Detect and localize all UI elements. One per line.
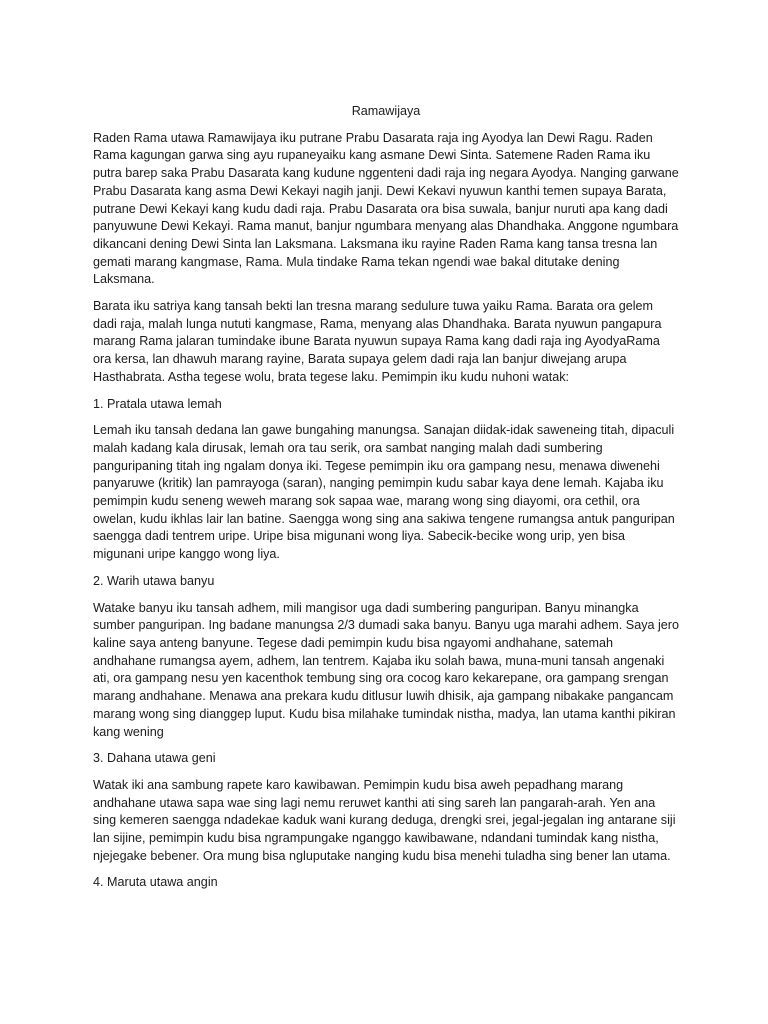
section-heading-warih: 2. Warih utawa banyu [93,573,215,588]
paragraph-warih: Watake banyu iku tansah adhem, mili mangisor uga dadi sumbering panguripan. Banyu minangka sumber panguripan. Ing badane manungsa 2/3 dumadi saka banyu. Banyu uga marahi adhem. Saya jero kaline saya anteng banyune. Tegese dadi pemimpin kudu bisa ngayomi andhahane, satemah andhahane rumangsa ayem, adhem, lan tentrem. Kajaba iku solah bawa, muna-muni tansah angenaki ati, ora gampang nesu yen kacenthok tembung sing ora cocog karo kekarepane, ora gampang srengan marang andhahane. Menawa ana prekara kudu ditlusur luwih dhisik, aja gampang nibakake pangancam marang wong sing dianggep luput. Kudu bisa milahake tumindak nistha, madya, lan utama kanthi pikiran kang wening [93,600,679,739]
paragraph-barata: Barata iku satriya kang tansah bekti lan tresna marang sedulure tuwa yaiku Rama. Barata ora gelem dadi raja, malah lunga nututi kangmase, Rama, menyang alas Dhandhaka. Barata nyuwun pangapura marang Rama jalaran tumindake ibune Barata nyuwun supaya Rama kang dadi raja ing AyodyaRama ora kersa, lan dhawuh marang rayine, Barata supaya gelem dadi raja lan banjur diwejang arupa Hasthabrata. Astha tegese wolu, brata tegese laku. Pemimpin iku kudu nuhoni watak: [93,299,662,384]
document-title: Ramawijaya [351,104,421,118]
paragraph-pratala: Lemah iku tansah dedana lan gawe bungahing manungsa. Sanajan diidak-idak saweneing titah, dipaculi malah kadang kala dirusak, lemah ora tau serik, ora sambat nanging malah dadi sumbering panguripaning titah ing ngalam donya iki. Tegese pemimpin iku ora gampang nesu, menawa diwenehi panyaruwe (kritik) lan pamrayoga (saran), nanging pemimpin kudu sabar kaya dene lemah. Kajaba iku pemimpin kudu seneng weweh marang sok sapaa wae, marang wong sing diayomi, ora cethil, ora owelan, kudu ikhlas lair lan batine. Saengga wong sing ana sakiwa tengene rumangsa antuk panguripan saengga dadi tentrem uripe. Uripe bisa migunani wong liya. Sabecik-becike wong urip, yen bisa migunani uripe kanggo wong liya. [93,423,675,562]
section-heading-pratala: 1. Pratala utawa lemah [93,396,222,411]
paragraph-dahana: Watak iki ana sambung rapete karo kawibawan. Pemimpin kudu bisa aweh pepadhang marang andhahane utawa sapa wae sing lagi nemu reruwet kanthi ati sing sareh lan pangarah-arah. Yen ana sing kemeren saengga ndadekae kaduk wani kurang deduga, drengki srei, jegal-jegalan ing antarane siji lan sijine, pemimpin kudu bisa ngrampungake nganggo kawibawane, ndandani tumindak kang nistha, njejegake bebener. Ora mung bisa ngluputake nanging kudu bisa menehi tuladha sing bener lan utama. [93,777,676,863]
section-heading-dahana: 3. Dahana utawa geni [93,751,216,766]
document-body [93,103,679,901]
paragraph-intro: Raden Rama utawa Ramawijaya iku putrane Prabu Dasarata raja ing Ayodya lan Dewi Ragu. Raden Rama kagungan garwa sing ayu rupaneyaiku kang asmane Dewi Sinta. Satemene Raden Rama iku putra barep saka Prabu Dasarata kang kudune nggenteni dadi raja ing negara Ayodya. Nanging garwane Prabu Dasarata kang asma Dewi Kekayi nagih janji. Dewi Kekavi nyuwun kanthi temen supaya Barata, putrane Dewi Kekayi kang kudu dadi raja. Prabu Dasarata ora bisa suwala, banjur nuruti apa kang dadi panyuwune Dewi Kekayi. Rama manut, banjur ngumbara menyang alas Dhandhaka. Anggone ngumbara dikancani dening Dewi Sinta lan Laksmana. Laksmana iku rayine Raden Rama kang tansa tresna lan gemati marang kangmase, Rama. Mula tindake Rama tekan ngendi wae bakal ditutake dening Laksmana. [93,130,679,287]
section-heading-maruta: 4. Maruta utawa angin [93,875,218,890]
